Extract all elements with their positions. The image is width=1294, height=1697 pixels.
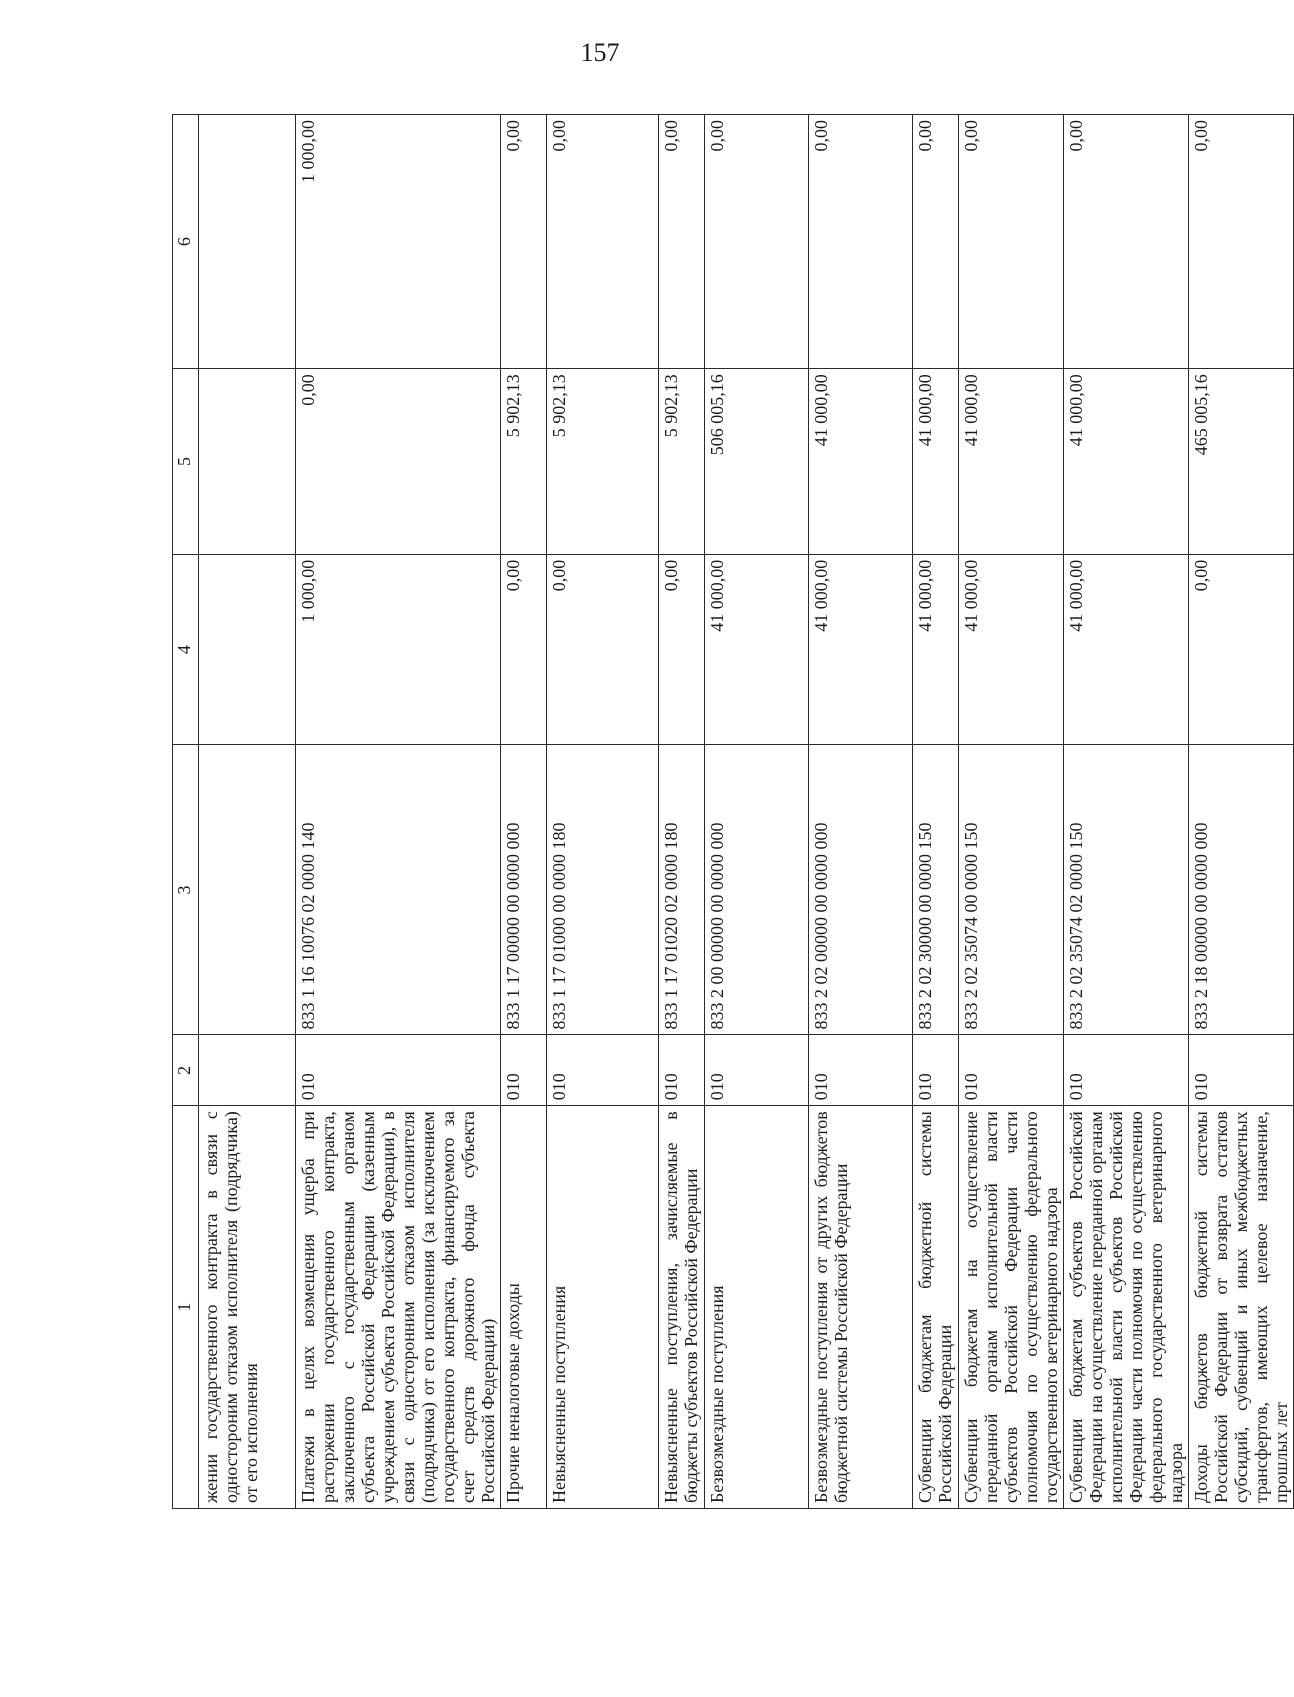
row-col4-value-cell: 41 000,00 bbox=[913, 554, 959, 745]
row-name-cell: Прочие неналоговые доходы bbox=[501, 1106, 547, 1509]
row-name-cell: Безвозмездные поступления bbox=[705, 1106, 809, 1509]
row-col4-value-cell: 0,00 bbox=[547, 554, 659, 745]
row-line-code-cell: 010 bbox=[705, 1035, 809, 1106]
row-col5-value-cell: 41 000,00 bbox=[959, 369, 1064, 555]
header-row bbox=[173, 115, 199, 1509]
row-col6-value-cell: 0,00 bbox=[659, 115, 705, 369]
row-classification-code-cell: 833 2 02 35074 00 0000 150 bbox=[959, 745, 1064, 1035]
row-classification-code-cell: 833 1 17 00000 00 0000 000 bbox=[501, 745, 547, 1035]
row-col4-value-cell: 41 000,00 bbox=[705, 554, 809, 745]
row-line-code-cell: 010 bbox=[547, 1035, 659, 1106]
row-classification-code-cell: 833 2 00 00000 00 0000 000 bbox=[705, 745, 809, 1035]
table-row bbox=[659, 115, 705, 1509]
row-col5-value-cell bbox=[199, 369, 296, 555]
row-col4-value-cell: 41 000,00 bbox=[1064, 554, 1189, 745]
row-name-cell: Безвозмездные поступления от других бюджетов бюджетной системы Российской Федерации bbox=[809, 1106, 913, 1509]
row-line-code-cell: 010 bbox=[809, 1035, 913, 1106]
table-row bbox=[547, 115, 659, 1509]
row-classification-code-cell: 833 2 02 35074 02 0000 150 bbox=[1064, 745, 1189, 1035]
row-col4-value-cell: 0,00 bbox=[1189, 554, 1294, 745]
row-classification-code-cell: 833 2 18 00000 00 0000 000 bbox=[1189, 745, 1294, 1035]
row-col6-value-cell: 0,00 bbox=[501, 115, 547, 369]
row-classification-code-cell bbox=[199, 745, 296, 1035]
header-cell-6: 6 bbox=[173, 115, 199, 369]
row-line-code-cell: 010 bbox=[1064, 1035, 1189, 1106]
header-cell-5: 5 bbox=[173, 369, 199, 555]
row-name-cell: Невыясненные поступления bbox=[547, 1106, 659, 1509]
row-name-cell: Доходы бюджетов бюджетной системы Российской Федерации от возврата остатков субсидий, субвенций и иных межбюджетных трансфертов, имеющих целевое назначение, прошлых лет bbox=[1189, 1106, 1294, 1509]
row-col4-value-cell: 1 000,00 bbox=[296, 554, 501, 745]
row-classification-code-cell: 833 2 02 30000 00 0000 150 bbox=[913, 745, 959, 1035]
header-cell-2: 2 bbox=[173, 1035, 199, 1106]
row-col4-value-cell: 41 000,00 bbox=[809, 554, 913, 745]
row-col5-value-cell: 5 902,13 bbox=[501, 369, 547, 555]
table-row bbox=[1189, 115, 1294, 1509]
row-col5-value-cell: 5 902,13 bbox=[659, 369, 705, 555]
row-line-code-cell: 010 bbox=[959, 1035, 1064, 1106]
table-row bbox=[959, 115, 1064, 1509]
table-row bbox=[501, 115, 547, 1509]
row-name-cell: Субвенции бюджетам бюджетной системы Российской Федерации bbox=[913, 1106, 959, 1509]
row-col6-value-cell: 0,00 bbox=[547, 115, 659, 369]
row-line-code-cell: 010 bbox=[913, 1035, 959, 1106]
row-col6-value-cell: 0,00 bbox=[959, 115, 1064, 369]
row-name-cell: Субвенции бюджетам на осуществление переданной органам исполнительной власти субъектов Российской Федерации части полномочия по осуществлению федерального государственного ветеринарного надзора bbox=[959, 1106, 1064, 1509]
table-row bbox=[296, 115, 501, 1509]
table-row bbox=[1064, 115, 1189, 1509]
rotated-table-container bbox=[172, 114, 1291, 1509]
row-col5-value-cell: 41 000,00 bbox=[809, 369, 913, 555]
table-row bbox=[199, 115, 296, 1509]
row-col5-value-cell: 465 005,16 bbox=[1189, 369, 1294, 555]
row-col6-value-cell: 1 000,00 bbox=[296, 115, 501, 369]
table-row bbox=[913, 115, 959, 1509]
header-cell-4: 4 bbox=[173, 554, 199, 745]
row-line-code-cell: 010 bbox=[1189, 1035, 1294, 1106]
row-line-code-cell: 010 bbox=[659, 1035, 705, 1106]
table-row bbox=[809, 115, 913, 1509]
row-classification-code-cell: 833 1 16 10076 02 0000 140 bbox=[296, 745, 501, 1035]
row-name-cell: Субвенции бюджетам субъектов Российской Федерации на осуществление переданной органам исполнительной власти субъектов Российской Федерации части полномочия по осуществлению федерального государственного ветеринарного надзора bbox=[1064, 1106, 1189, 1509]
row-col5-value-cell: 0,00 bbox=[296, 369, 501, 555]
row-col4-value-cell: 41 000,00 bbox=[959, 554, 1064, 745]
row-col6-value-cell: 0,00 bbox=[1189, 115, 1294, 369]
row-col5-value-cell: 41 000,00 bbox=[913, 369, 959, 555]
header-cell-1: 1 bbox=[173, 1106, 199, 1509]
row-col5-value-cell: 41 000,00 bbox=[1064, 369, 1189, 555]
row-name-cell: Невыясненные поступления, зачисляемые в бюджеты субъектов Российской Федерации bbox=[659, 1106, 705, 1509]
row-name-cell: Платежи в целях возмещения ущерба при расторжении государственного контракта, заключенного с государственным органом субъекта Российской Федерации (казенным учреждением субъекта Российской Федерации), в связи с односторонним отказом исполнителя (подрядчика) от его исполнения (за исключением государственного контракта, финансируемого за счет средств дорожного фонда субъекта Российской Федерации) bbox=[296, 1106, 501, 1509]
row-col4-value-cell: 0,00 bbox=[501, 554, 547, 745]
row-line-code-cell: 010 bbox=[296, 1035, 501, 1106]
row-col6-value-cell: 0,00 bbox=[809, 115, 913, 369]
row-col4-value-cell: 0,00 bbox=[659, 554, 705, 745]
row-line-code-cell: 010 bbox=[501, 1035, 547, 1106]
row-col6-value-cell: 0,00 bbox=[1064, 115, 1189, 369]
revenue-table bbox=[172, 114, 1294, 1509]
row-col5-value-cell: 5 902,13 bbox=[547, 369, 659, 555]
row-classification-code-cell: 833 2 02 00000 00 0000 000 bbox=[809, 745, 913, 1035]
row-col6-value-cell: 0,00 bbox=[705, 115, 809, 369]
row-line-code-cell bbox=[199, 1035, 296, 1106]
page-number: 157 bbox=[580, 38, 620, 67]
row-classification-code-cell: 833 1 17 01020 02 0000 180 bbox=[659, 745, 705, 1035]
header-cell-3: 3 bbox=[173, 745, 199, 1035]
row-name-cell: жении государственного контракта в связи с одностороним отказом исполнителя (подрядчика) от его исполнения bbox=[199, 1106, 296, 1509]
row-classification-code-cell: 833 1 17 01000 00 0000 180 bbox=[547, 745, 659, 1035]
row-col5-value-cell: 506 005,16 bbox=[705, 369, 809, 555]
row-col6-value-cell bbox=[199, 115, 296, 369]
row-col4-value-cell bbox=[199, 554, 296, 745]
row-col6-value-cell: 0,00 bbox=[913, 115, 959, 369]
table-row bbox=[705, 115, 809, 1509]
